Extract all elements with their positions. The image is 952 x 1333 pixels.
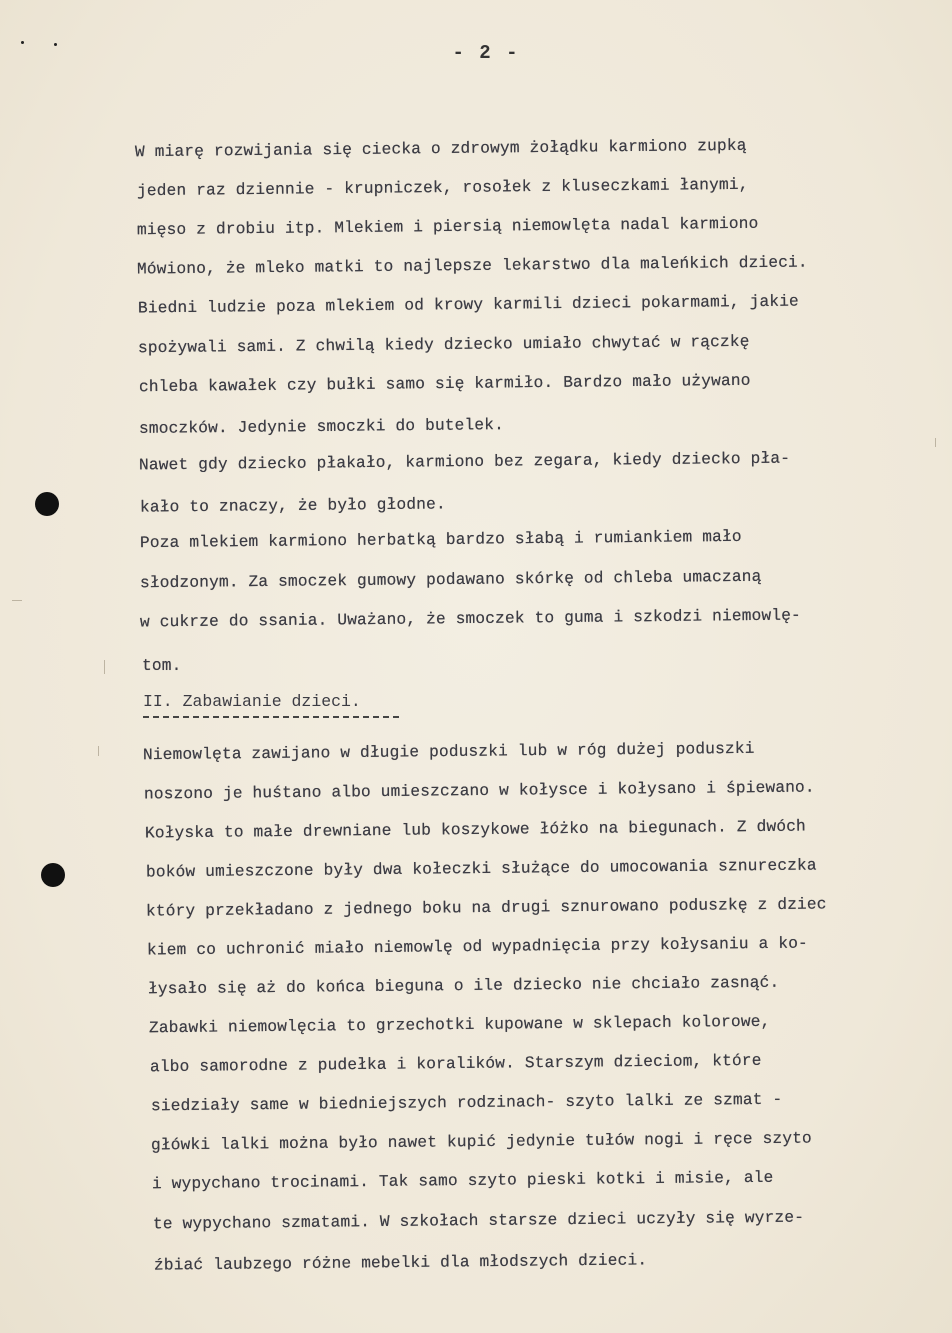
margin-mark <box>12 600 22 601</box>
paragraph-line: mięso z drobiu itp. Mlekiem i piersią niemowlęta nadal karmiono <box>136 214 759 240</box>
paragraph-line: źbiać laubzego różne mebelki dla młodszych dzieci. <box>153 1251 648 1275</box>
heading-underline <box>143 716 399 718</box>
paragraph-line: Zabawki niemowlęcia to grzechotki kupowane w sklepach kolorowe, <box>148 1012 771 1038</box>
paragraph-line: te wypychano szmatami. W szkołach starsze dzieci uczyły się wyrze- <box>152 1208 805 1234</box>
paragraph-line: łysało się aż do końca bieguna o ile dziecko nie chciało zasnąć. <box>147 973 780 999</box>
paragraph-line: Biedni ludzie poza mlekiem od krowy karmili dzieci pokarmami, jakie <box>137 292 799 318</box>
paragraph-line: kiem co uchronić miało niemowlę od wypadnięcia przy kołysaniu a ko- <box>146 934 808 960</box>
paragraph-line: Poza mlekiem karmiono herbatką bardzo słabą i rumiankiem mało <box>139 527 742 553</box>
punch-hole-top <box>35 492 59 516</box>
paragraph-line: Mówiono, że mleko matki to najlepsze lekarstwo dla maleńkich dzieci. <box>136 253 808 279</box>
paragraph-line: główki lalki można było nawet kupić jedynie tułów nogi i ręce szyto <box>150 1129 812 1155</box>
paragraph-line: boków umieszczone były dwa kołeczki służące do umocowania sznureczka <box>145 856 817 882</box>
paragraph-line: siedziały same w biedniejszych rodzinach- szyto lalki ze szmat - <box>150 1090 783 1116</box>
punch-hole-bottom <box>41 863 65 887</box>
paragraph-line: słodzonym. Za smoczek gumowy podawano skórkę od chleba umaczaną <box>139 567 762 593</box>
paragraph-line: Niemowlęta zawijano w długie poduszki lub w róg dużej poduszki <box>142 739 755 765</box>
paragraph-line: kało to znaczy, że było głodne. <box>139 495 446 517</box>
paragraph-line: Kołyska to małe drewniane lub koszykowe łóżko na biegunach. Z dwóch <box>144 817 806 843</box>
margin-mark <box>935 438 936 447</box>
paragraph-line: jeden raz dziennie - krupniczek, rosołek z kluseczkami łanymi, <box>136 175 749 201</box>
paragraph-line: W miarę rozwijania się ciecka o zdrowym żołądku karmiono zupką <box>134 136 747 162</box>
paragraph-line: spożywali sami. Z chwilą kiedy dziecko umiało chwytać w rączkę <box>137 332 750 358</box>
paragraph-line: tom. <box>142 657 182 675</box>
paragraph-line: chleba kawałek czy bułki samo się karmiło. Bardzo mało używano <box>138 371 751 397</box>
paragraph-line: i wypychano trocinami. Tak samo szyto pieski kotki i misie, ale <box>151 1168 774 1194</box>
paragraph-line: smoczków. Jedynie smoczki do butelek. <box>138 416 505 438</box>
paragraph-line: w cukrze do ssania. Uważano, że smoczek to guma i szkodzi niemowlę- <box>139 606 801 632</box>
margin-mark <box>98 746 99 756</box>
paragraph-line: noszono je huśtano albo umieszczano w kołysce i kołysano i śpiewano. <box>143 778 815 804</box>
page-number: - 2 - <box>452 42 520 64</box>
paragraph-line: Nawet gdy dziecko płakało, karmiono bez zegara, kiedy dziecko pła- <box>138 449 791 475</box>
paragraph-line: który przekładano z jednego boku na drugi sznurowano poduszkę z dziec <box>145 895 827 921</box>
section-heading: II. Zabawianie dzieci. <box>143 692 361 711</box>
paragraph-line: albo samorodne z pudełka i koralików. Starszym dzieciom, które <box>149 1051 762 1077</box>
margin-mark <box>104 660 105 674</box>
